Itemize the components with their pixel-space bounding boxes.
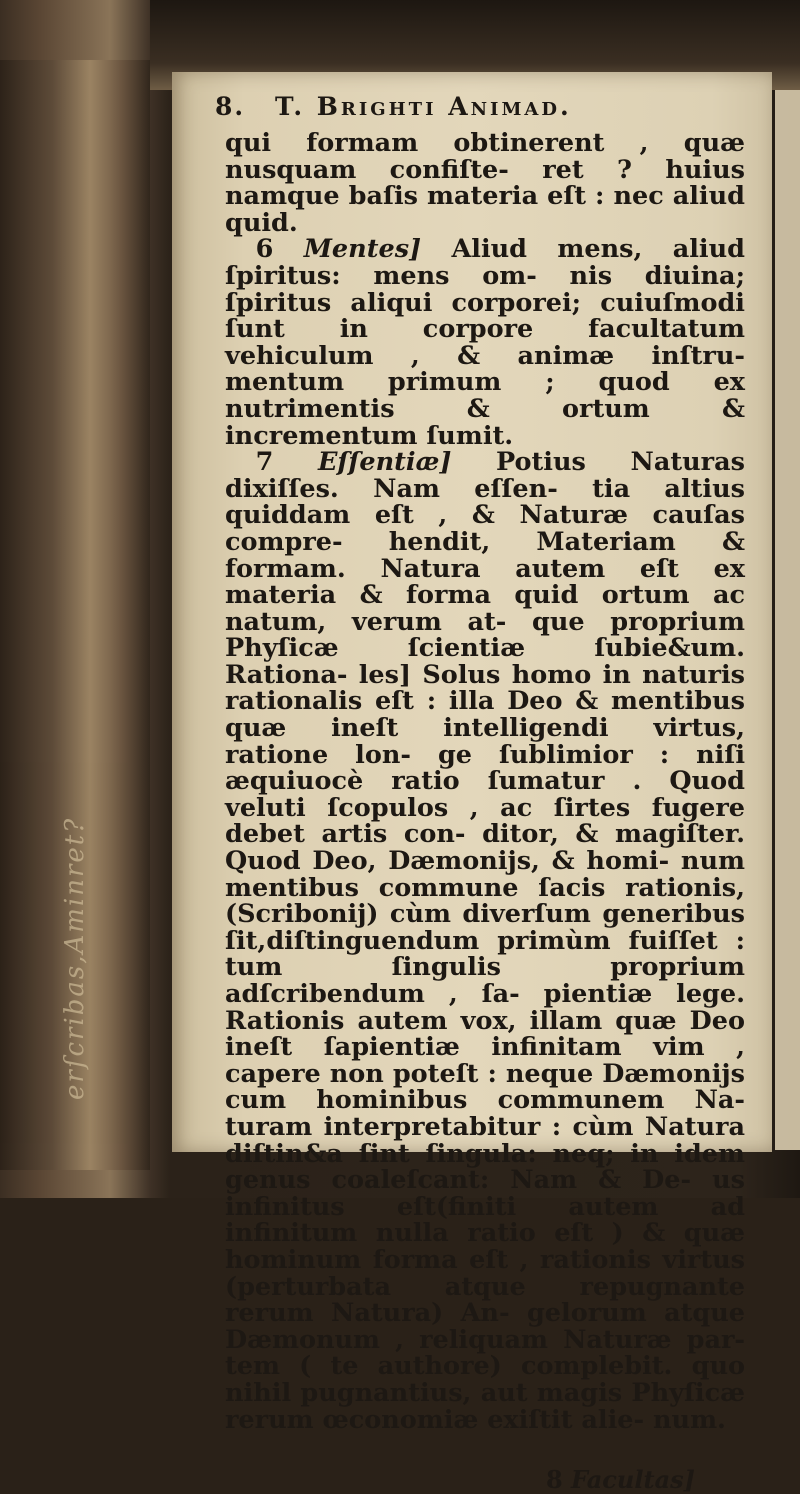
- paragraph-keyword: Eſſentiæ]: [317, 447, 452, 478]
- paragraph-number: 7: [255, 447, 274, 478]
- body-text: [225, 130, 745, 1433]
- catchword-number: 8: [545, 1465, 563, 1494]
- paragraph-text: Aliud mens, aliud ſpiritus: mens om- nis diuina; ſpiritus aliqui corporei; cuiuſmodi ſunt in corpore facultatum vehiculum , & animæ inſtru- mentum primum ; quod ex nutrimentis & ortum & incrementum ſumit.: [225, 234, 745, 451]
- facing-page-edge: [775, 90, 800, 1150]
- catchword-keyword: Facultas]: [571, 1465, 695, 1494]
- spine-text: erſcribas,Aminret?: [60, 816, 90, 1100]
- running-head: [215, 92, 745, 126]
- book-spine: [0, 60, 150, 1170]
- page-number: 8.: [215, 92, 246, 121]
- paragraph-keyword: Mentes]: [303, 234, 422, 265]
- paragraph-text: Potius Naturas dixiſſes. Nam eſſen- tia altius quiddam eſt , & Naturæ cauſas compre- hendit, Materiam & formam. Natura autem eſt ex materia & forma quid ortum ac natum, verum at- que proprium Phyſicæ ſcientiæ ſubie&um. Rationa- les] Solus homo in naturis rationalis eſt : illa Deo & mentibus quæ ineſt intelligendi virtus, ratione lon- ge ſublimior : niſi æquiuocè ratio ſumatur . Quod veluti ſcopulos , ac ſirtes fugere debet artis con- ditor, & magiſter. Quod Deo, Dæmonijs, & homi- num mentibus commune ſacis rationis, (Scribonij) cùm diverſum generibus ſit,diſtinguendum primùm fuiſſet : tum ſingulis proprium adſcribendum , ſa- pientiæ lege. Rationis autem vox, illam quæ Deo ineſt ſapientiæ infinitam vim , capere non poteſt : neque Dæmonijs cum hominibus communem Na- turam interpretabitur : cùm Natura diſtin&a ſint ſingula: neq; in idem genus coaleſcant: Nam & De- us infinitus eſt(finiti autem ad infinitum nulla ratio eſt ) & quæ hominum forma eſt , rationis virtus (perturbata atque repugnante rerum Natura) An- gelorum atque Dæmonum , reliquam Naturæ par- tem ( te authore) complebit. quo nihil pugnantius, aut magis Phyſicæ rerum œconomiæ exiſtit alie- num.: [225, 447, 745, 1435]
- paragraph-number: 6: [255, 234, 274, 265]
- catchword: [225, 1465, 745, 1494]
- paragraph-7: [225, 449, 745, 1433]
- paragraph-6: [225, 236, 745, 449]
- page-content: [215, 92, 745, 1494]
- paragraph-text: qui formam obtinerent , quæ nusquam confiſte- ret ? huius namque baſis materia eſt : nec aliud quid.: [225, 128, 745, 238]
- paragraph-continuation: [225, 130, 745, 236]
- running-title: T. Brighti Animad.: [275, 92, 572, 121]
